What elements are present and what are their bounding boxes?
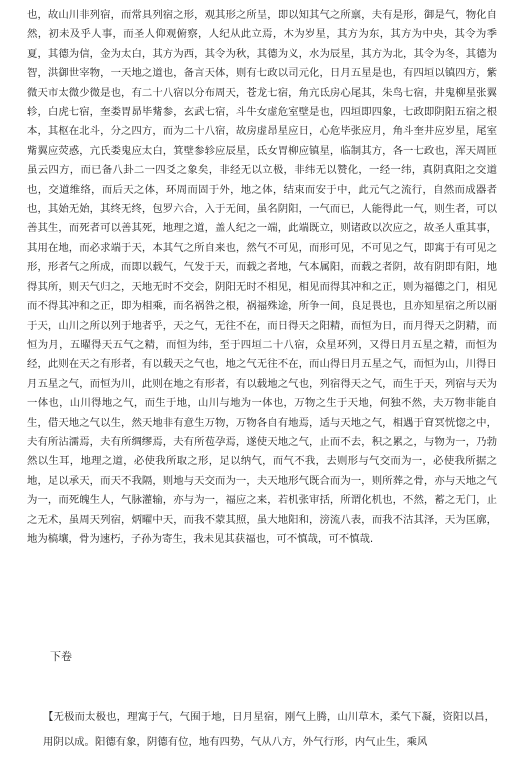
section-title: 下卷 [50, 650, 72, 663]
main-text-block: 也，故山川非列宿，而常具列宿之形，观其形之所呈，即以知其气之所禀，夫有是形，御是气，物化自然，初未及乎人事，而圣人仰观俯察，人纪从此立焉，木为岁星，其方为东，其方为中央，其令为季夏，其德为信，金为太白，其方为西，其令为秋，其德为义，水为辰星，其方为北，其令为冬，其德为智，洪御世宰物，一天地之道也，备言天体，则有七政以司元化，日月五星是也，有四垣以镇四方，紫微天市太微少微是也，有二十八宿以分布周天，苍龙七宿，角亢氐房心尾其，朱鸟七宿，井鬼柳星张翼轸，白虎七宿，奎娄胃昴毕觜参，玄武七宿，斗牛女虚危室壁是也，四垣即四象，七政即阴阳五宿之根本，其枢在北斗，分之四方，而为二十八宿，故房虚昂星应日，心危毕张应月，角斗奎井应岁星，尾室觜翼应荧惑，亢氏娄鬼应太白，箕壁参轸应辰星，氐女胃柳应镇星，临制其方，各一七政也，浑天周匝虽云四方，而已备八卦二一四爻之象矣，非经无以立极，非纬无以赞化，一经一纬，真阴真阳之交道也，交道维络，而后天之体，环周而固于外，地之体，结束而安于中，此元气之流行，自然而成器者也，其始无始，其终无终，包罗六合，入于无间，虽名阴阳，一气而已，人能得此一气，则生者，可以善其生，而死者可以善其死，地理之道，盖人纪之一端，此端既立，则诸政以次应之，故圣人重其事，其用在地，而必求端于天，本其气之所自来也，然气不可见，而形可见，不可见之气，即寓于有可见之形，形者气之所成，而即以载气，气发于天，而载之者地，气本属阳，而载之者阴，故有阴即有阳，地得其所，则天气归之，天地无时不交会，阴阳无时不相见，相见而得其冲和之正，则为福德之门，相见而不得其冲和之正，即为相乘，而名祸咎之根，祸福殊途，所争一间，良足畏也，且亦知星宿之所以丽于天，山川之所以列于地者乎，天之气，无往不在，而日得天之阳精，而恒为日，而月得天之阴精，而恒为月，五曜得天五气之精，而恒为纬，至于四垣二十八宿，众星环列，又得日月五星之精，而恒为经，此则在天之有形者，有以载天之气也，地之气无往不在，而山得日月五星之气，而恒为山，川得日月五星之气，而恒为川，此则在地之有形者，有以载地之气也，列宿得天之气，而生于天，列宿与天为一体也，山川得地之气，而生于地，山川与地为一体也，万物之生于天地，何独不然，夫万物非能自生，借天地之气以生，然天地非有意生万物，万物各自有地焉，适与天地之气，相遇于窅冥恍惚之中，夫有所沾濡焉，夫有所绸缪焉，夫有所苞孕焉，遂使天地之气，止而不去，积之累之，与物为一，乃勃然以生耳，地理之道，必使我所取之形，足以纳气，而气不我，去则形与气交而为一，必使我所据之地，足以承天，而天不我隔，则地与天交而为一，夫天地形气既合而为一，则所葬之骨，亦与天地之气为一，而死魄生人，气脉灌输，亦与为一，福应之来，若机张审括，所谓化机也，不然，蓄之无门，止之无术，虽周天列宿，炳曜中天，而我不蒙其照，虽大地阳和，滂流八表，而我不沽其泽，天为匡廓，地为槁壤，骨为速朽，子孙为寄生，我未见其获福也，可不慎哉，可不慎哉. [27, 9, 497, 545]
intro-paragraph: 【无极而太极也，理寓于气，气囿于地，日月星宿，刚气上腾，山川草木，柔气下凝，资阳以昌，用阴以成。阳德有象，阴德有位，地有四势，气从八方，外气行形，内气止生，乘风 [43, 711, 495, 748]
